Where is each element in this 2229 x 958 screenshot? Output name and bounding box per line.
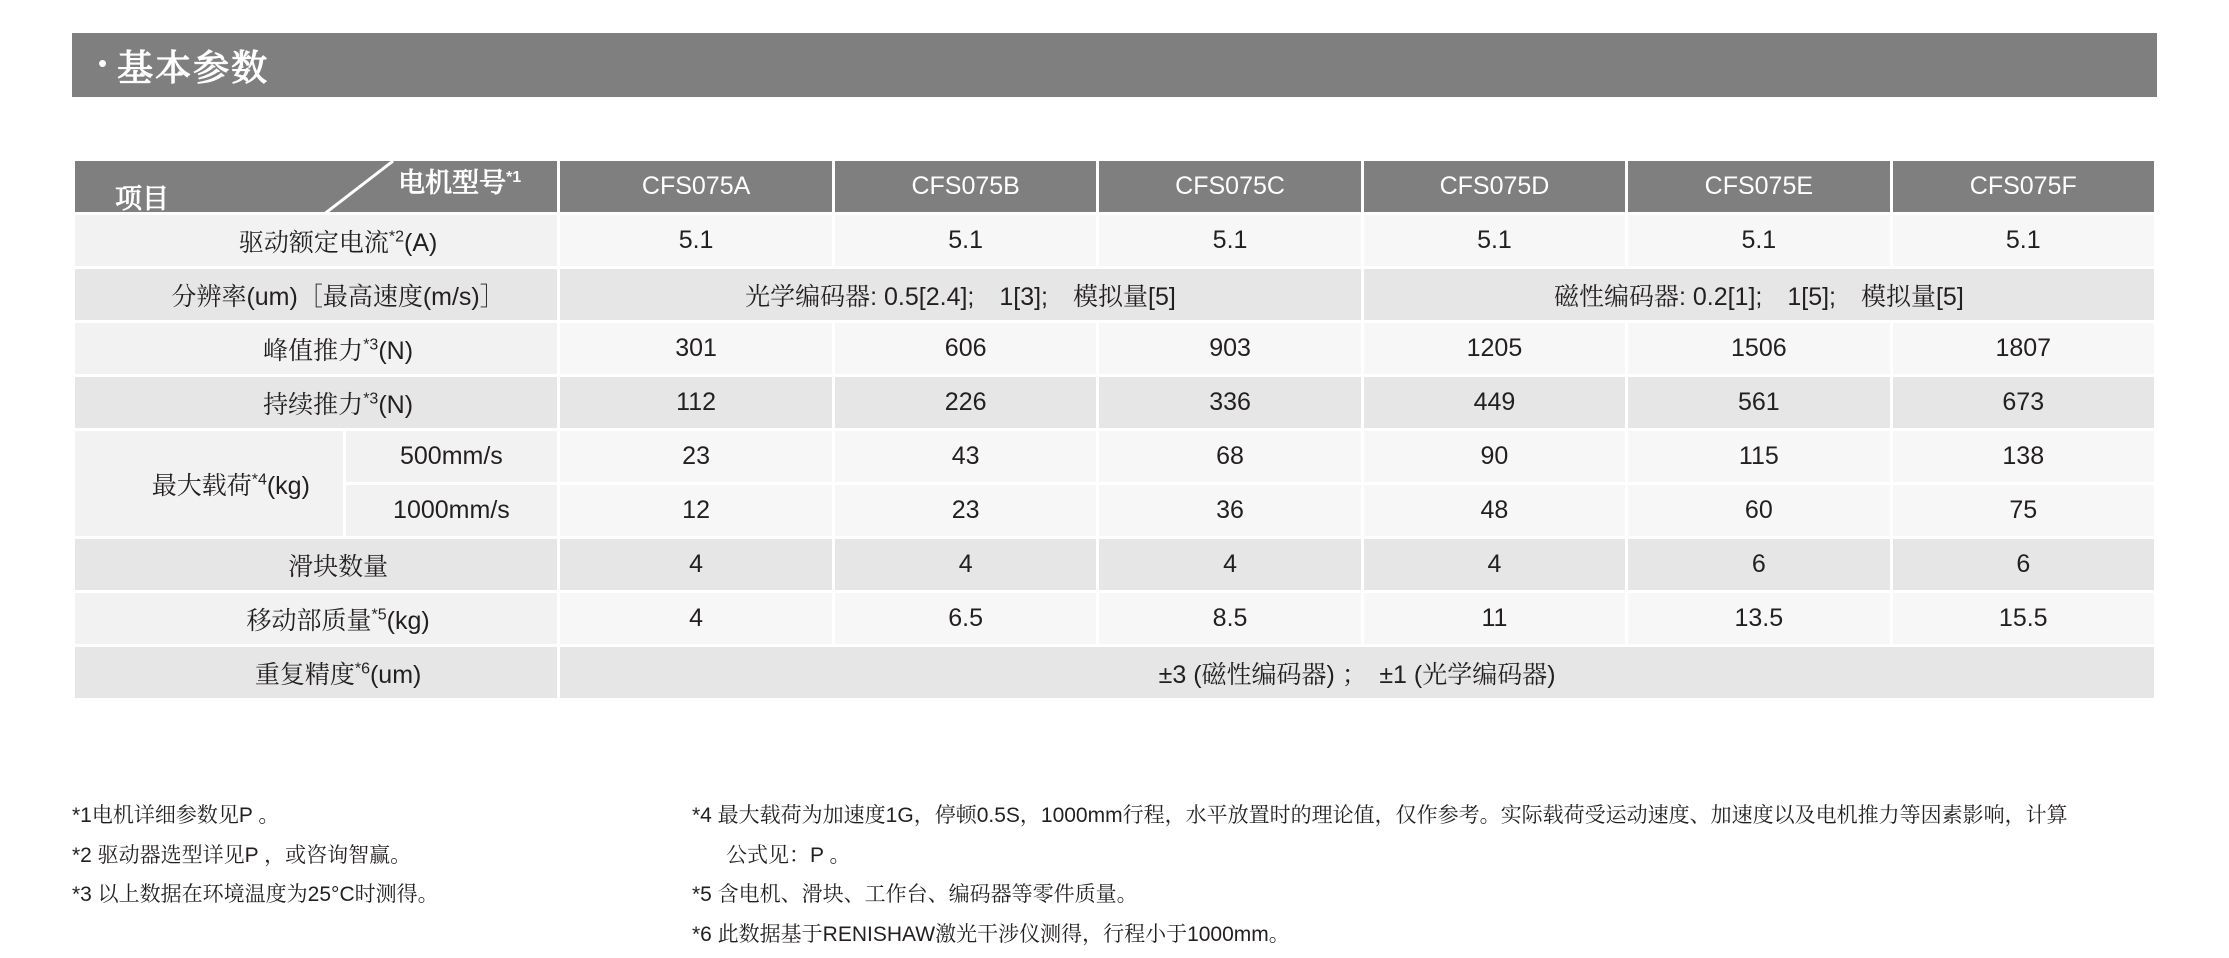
footnotes-right-column: [692, 800, 2152, 958]
cell-value: 11: [1364, 593, 1625, 644]
cell-value: 138: [1893, 431, 2154, 482]
model-col-1: CFS075A: [560, 161, 832, 212]
cell-value: 12: [560, 485, 832, 536]
table-row: [75, 593, 2154, 644]
cell-value: 673: [1893, 377, 2154, 428]
header-model-label: 电机型号$^{*1}$: [398, 168, 522, 198]
cell-value: 4: [1364, 539, 1625, 590]
cell-value: 903: [1099, 323, 1360, 374]
cell-value: 60: [1628, 485, 1889, 536]
cell-value: 1205: [1364, 323, 1625, 374]
table-row: [75, 377, 2154, 428]
table-row: [75, 539, 2154, 590]
cell-value: 301: [560, 323, 832, 374]
model-col-2: CFS075B: [835, 161, 1096, 212]
cell-value: 606: [835, 323, 1096, 374]
cell-value: 68: [1099, 431, 1360, 482]
cell-resolution-optical: 光学编码器: 0.5[2.4]; 1[3]; 模拟量[5]: [560, 269, 1361, 320]
row-label-moving-mass: 移动部质量$^{*5}$(kg): [75, 593, 557, 644]
row-label-slider-count: 滑块数量: [75, 539, 557, 590]
bullet-icon: •: [98, 48, 108, 78]
section-header-bar: [72, 33, 2157, 97]
table-row: [75, 269, 2154, 320]
footnote-3: *3 以上数据在环境温度为25°C时测得。: [72, 883, 439, 907]
row-label-peak-force: 峰值推力$^{*3}$(N): [75, 323, 557, 374]
cell-value: 4: [835, 539, 1096, 590]
cell-value: 48: [1364, 485, 1625, 536]
cell-value: 23: [835, 485, 1096, 536]
cell-value: 6: [1893, 539, 2154, 590]
cell-value: 5.1: [560, 215, 832, 266]
footnote-4-cont: 公式见：P 。: [726, 843, 851, 867]
cell-value: 226: [835, 377, 1096, 428]
row-label-max-load: 最大载荷$^{*4}$(kg): [75, 431, 343, 536]
cell-value: 449: [1364, 377, 1625, 428]
cell-value: 75: [1893, 485, 2154, 536]
cell-value: 6: [1628, 539, 1889, 590]
table-header-row: [75, 161, 2154, 212]
cell-value: 561: [1628, 377, 1889, 428]
cell-value: 5.1: [1893, 215, 2154, 266]
table-row: [75, 215, 2154, 266]
cell-value: 112: [560, 377, 832, 428]
cell-value: 4: [1099, 539, 1360, 590]
row-label-resolution: 分辨率(um)［最高速度(m/s)］: [75, 269, 557, 320]
cell-value: 36: [1099, 485, 1360, 536]
cell-repeatability-note: ±3 (磁性编码器) ； ±1 (光学编码器): [560, 647, 2154, 698]
cell-value: 5.1: [1099, 215, 1360, 266]
page-title: 基本参数: [117, 46, 270, 88]
cell-value: 1506: [1628, 323, 1889, 374]
cell-value: 6.5: [835, 593, 1096, 644]
model-col-4: CFS075D: [1364, 161, 1625, 212]
sub-label-speed-500: 500mm/s: [346, 431, 558, 482]
model-col-5: CFS075E: [1628, 161, 1889, 212]
cell-value: 1807: [1893, 323, 2154, 374]
model-col-3: CFS075C: [1099, 161, 1360, 212]
sub-label-speed-1000: 1000mm/s: [346, 485, 558, 536]
row-label-continuous-force: 持续推力$^{*3}$(N): [75, 377, 557, 428]
header-corner-cell: [75, 161, 557, 212]
row-label-rated-current: 驱动额定电流$^{*2}$(A): [75, 215, 557, 266]
cell-value: 90: [1364, 431, 1625, 482]
cell-value: 8.5: [1099, 593, 1360, 644]
cell-value: 5.1: [1364, 215, 1625, 266]
cell-value: 115: [1628, 431, 1889, 482]
footnote-4: *4 最大载荷为加速度1G，停顿0.5S，1000mm行程，水平放置时的理论值，仅作参考。实际载荷受运动速度、加速度以及电机推力等因素影响，计算: [692, 804, 2068, 827]
footnote-1: *1电机详细参数见P 。: [72, 804, 280, 827]
spec-table-container: [72, 158, 2157, 701]
header-model-sup: *1: [506, 169, 522, 186]
footnote-5: *5 含电机、滑块、工作台、编码器等零件质量。: [692, 883, 1138, 907]
cell-value: 5.1: [835, 215, 1096, 266]
model-col-6: CFS075F: [1893, 161, 2154, 212]
cell-value: 43: [835, 431, 1096, 482]
footnotes-left-column: [72, 800, 632, 919]
cell-value: 23: [560, 431, 832, 482]
cell-resolution-magnetic: 磁性编码器: 0.2[1]; 1[5]; 模拟量[5]: [1364, 269, 2154, 320]
cell-value: 336: [1099, 377, 1360, 428]
table-row: [75, 647, 2154, 698]
table-row: [75, 485, 2154, 536]
cell-value: 13.5: [1628, 593, 1889, 644]
footnote-6: *6 此数据基于RENISHAW激光干涉仪测得，行程小于1000mm。: [692, 922, 1290, 946]
table-row: [75, 431, 2154, 482]
cell-value: 4: [560, 593, 832, 644]
spec-table: [72, 158, 2157, 701]
cell-value: 15.5: [1893, 593, 2154, 644]
row-label-repeatability: 重复精度$^{*6}$(um): [75, 647, 557, 698]
cell-value: 5.1: [1628, 215, 1889, 266]
table-row: [75, 323, 2154, 374]
header-item-label: 项目: [115, 184, 169, 214]
cell-value: 4: [560, 539, 832, 590]
footnote-2: *2 驱动器选型详见P ，或咨询智赢。: [72, 843, 412, 867]
